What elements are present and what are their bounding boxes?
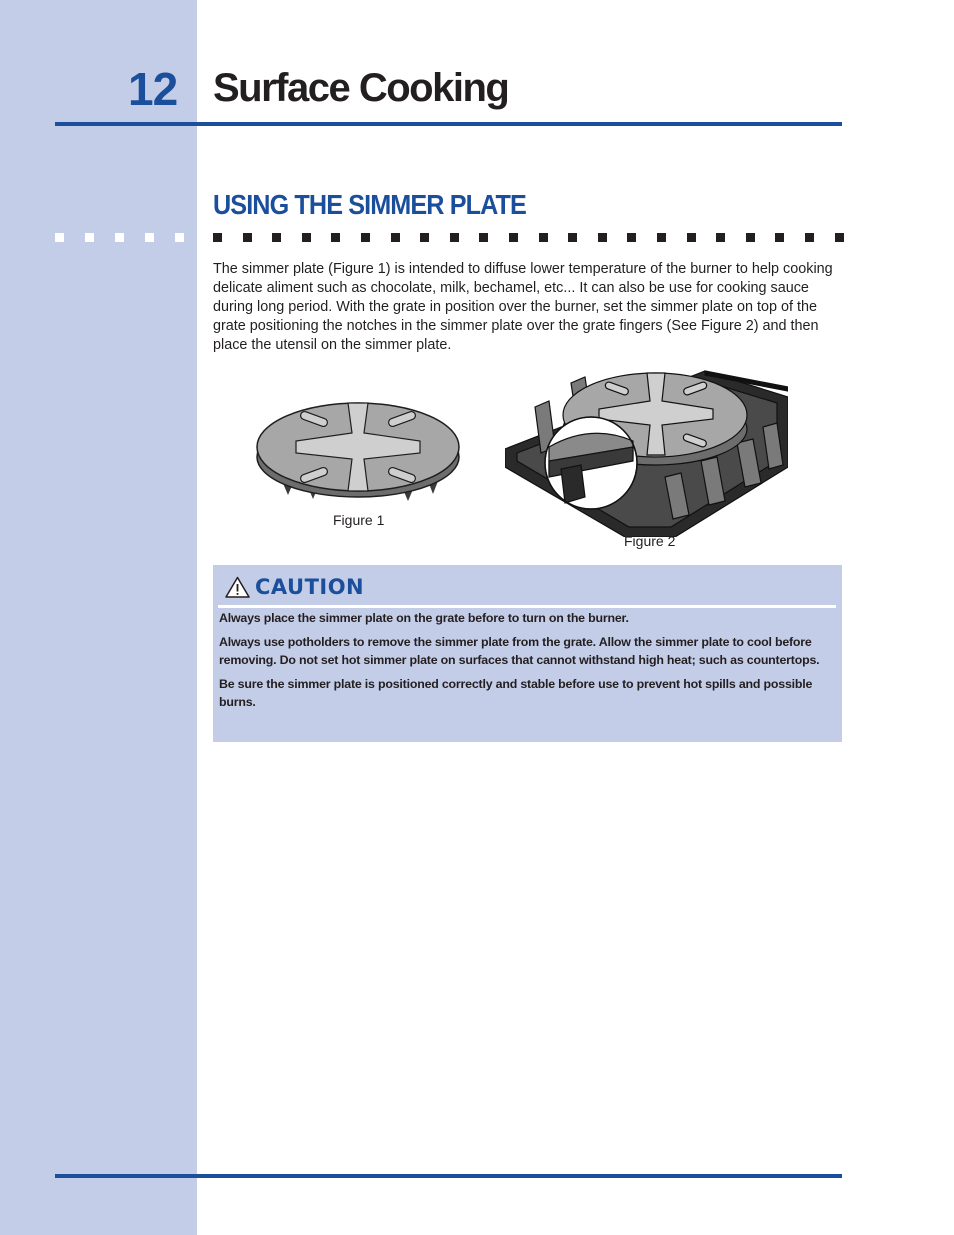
simmer-plate-illustration bbox=[252, 395, 464, 507]
warning-triangle-icon bbox=[225, 576, 250, 598]
caution-item: Always use potholders to remove the simmer plate from the grate. Allow the simmer plate to cool before removing. Do not set hot simmer plate on surfaces that cannot withstand high heat; such as countertops. bbox=[219, 634, 820, 667]
caution-label: CAUTION bbox=[255, 575, 365, 599]
divider-dot bbox=[272, 233, 281, 242]
divider-dot bbox=[175, 233, 184, 242]
divider-dot bbox=[657, 233, 666, 242]
figure-2-caption: Figure 2 bbox=[624, 533, 676, 549]
divider-dot bbox=[805, 233, 814, 242]
section-title: USING THE SIMMER PLATE bbox=[213, 189, 526, 220]
caution-item: Always place the simmer plate on the grate before to turn on the burner. bbox=[219, 611, 629, 625]
footer-rule bbox=[55, 1174, 842, 1178]
divider-dot bbox=[213, 233, 222, 242]
caution-rule bbox=[218, 605, 836, 608]
divider-dot bbox=[331, 233, 340, 242]
figure-1-caption: Figure 1 bbox=[333, 512, 385, 528]
page-number: 12 bbox=[128, 63, 178, 115]
divider-dot bbox=[391, 233, 400, 242]
divider-dot bbox=[85, 233, 94, 242]
divider-dot bbox=[450, 233, 459, 242]
divider-dot bbox=[627, 233, 636, 242]
divider-dot bbox=[775, 233, 784, 242]
divider-dot bbox=[115, 233, 124, 242]
divider-dot bbox=[568, 233, 577, 242]
divider-dot bbox=[746, 233, 755, 242]
divider-dot bbox=[539, 233, 548, 242]
caution-item: Be sure the simmer plate is positioned correctly and stable before use to prevent hot spills and possible burns. bbox=[219, 676, 813, 709]
divider-dot bbox=[420, 233, 429, 242]
side-band bbox=[0, 0, 197, 1235]
divider-dot bbox=[55, 233, 64, 242]
divider-dot bbox=[302, 233, 311, 242]
divider-dot bbox=[598, 233, 607, 242]
caution-box bbox=[213, 565, 842, 742]
divider-dot bbox=[716, 233, 725, 242]
divider-dot bbox=[509, 233, 518, 242]
dotted-divider bbox=[0, 233, 954, 243]
divider-dot bbox=[479, 233, 488, 242]
intro-paragraph: The simmer plate (Figure 1) is intended to diffuse lower temperature of the burner to help cooking delicate aliment such as chocolate, milk, bechamel, etc... It can also be use for cooking sauce during long period. With the grate in position over the burner, set the simmer plate on top of the grate positioning the notches in the simmer plate over the grate fingers (See Figure 2) and then place the utensil on the simmer plate. bbox=[213, 261, 833, 353]
divider-dot bbox=[243, 233, 252, 242]
divider-dot bbox=[145, 233, 154, 242]
caution-text bbox=[219, 609, 837, 717]
chapter-title: Surface Cooking bbox=[213, 66, 509, 110]
simmer-plate-on-grate-illustration bbox=[505, 357, 788, 537]
divider-dot bbox=[687, 233, 696, 242]
header-rule bbox=[55, 122, 842, 126]
divider-dot bbox=[361, 233, 370, 242]
divider-dot bbox=[835, 233, 844, 242]
caution-header bbox=[225, 572, 364, 602]
